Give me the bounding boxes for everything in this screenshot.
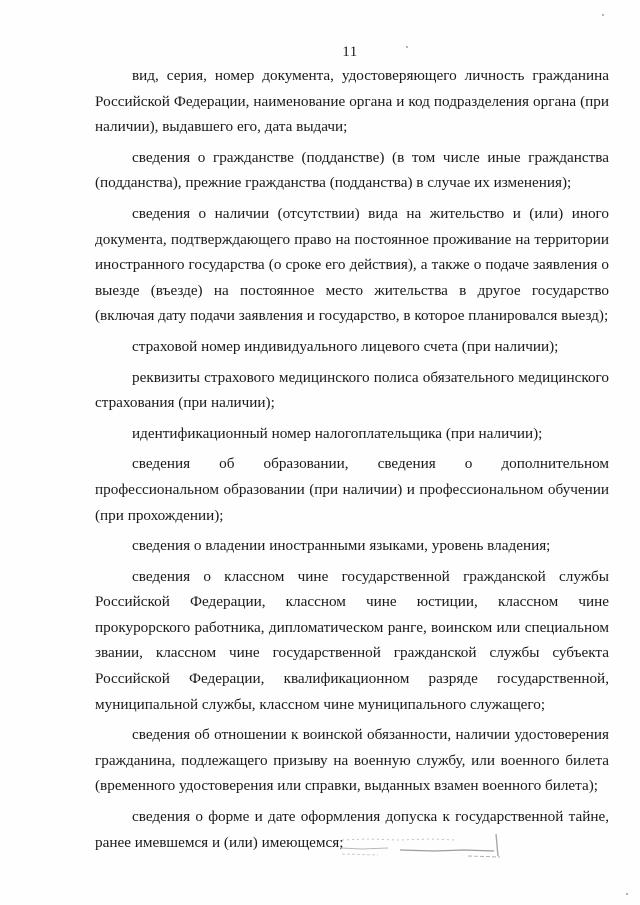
paragraph-citizenship: сведения о гражданстве (подданстве) (в том числе иные гражданства (подданства), прежние гражданства (подданства) в случае их изменения); [95, 148, 609, 192]
paragraph-state-secret-access: сведения о форме и дате оформления допуска к государственной тайне, ранее имевшемся и (или) имеющемся; [95, 808, 609, 851]
paragraph-taxpayer-id: идентификационный номер налогоплательщика (при наличии); [132, 424, 543, 442]
scan-speck [602, 14, 604, 16]
page-number: 11 [342, 44, 358, 60]
paragraph-medical-policy: реквизиты страхового медицинского полиса обязательного медицинского страхования (при наличии); [95, 368, 609, 412]
scan-speck [406, 46, 408, 48]
paragraph-class-rank: сведения о классном чине государственной гражданской службы Российской Федерации, классном чине юстиции, классном чине прокурорского работника, дипломатическом ранге, воинском или специальном звании, классном чине государственной гражданской службы субъекта Российской Федерации, квалификационном разряде государственной, муниципальной службы, классном чине муниципального служащего; [95, 567, 609, 713]
scan-speck [626, 893, 628, 895]
paragraph-military-duty: сведения об отношении к воинской обязанности, наличии удостоверения гражданина, подлежащего призыву на военную службу, или военного билета (временного удостоверения или справки, выданных взамен военного билета); [95, 726, 609, 795]
paragraph-education: сведения об образовании, сведения о дополнительном профессиональном образовании (при наличии) и профессиональном обучении (при прохождении); [95, 455, 609, 524]
paragraph-insurance-number: страховой номер индивидуального лицевого счета (при наличии); [132, 337, 559, 355]
paragraph-residence-permit: сведения о наличии (отсутствии) вида на жительство и (или) иного документа, подтверждающего право на постоянное проживание на территории иностранного государства (о сроке его действия), а также о подаче заявления о выезде (въезде) на постоянное место жительства в другое государство (включая дату подачи заявления и государство, в которое планировался выезд); [95, 204, 609, 325]
paragraph-identity-document: вид, серия, номер документа, удостоверяющего личность гражданина Российской Федерации, наименование органа и код подразделения органа (при наличии), выдавшего его, дата выдачи; [95, 67, 609, 136]
document-body [95, 63, 609, 860]
faint-stamp-mark [338, 826, 506, 862]
paragraph-languages: сведения о владении иностранными языками, уровень владения; [132, 537, 551, 555]
